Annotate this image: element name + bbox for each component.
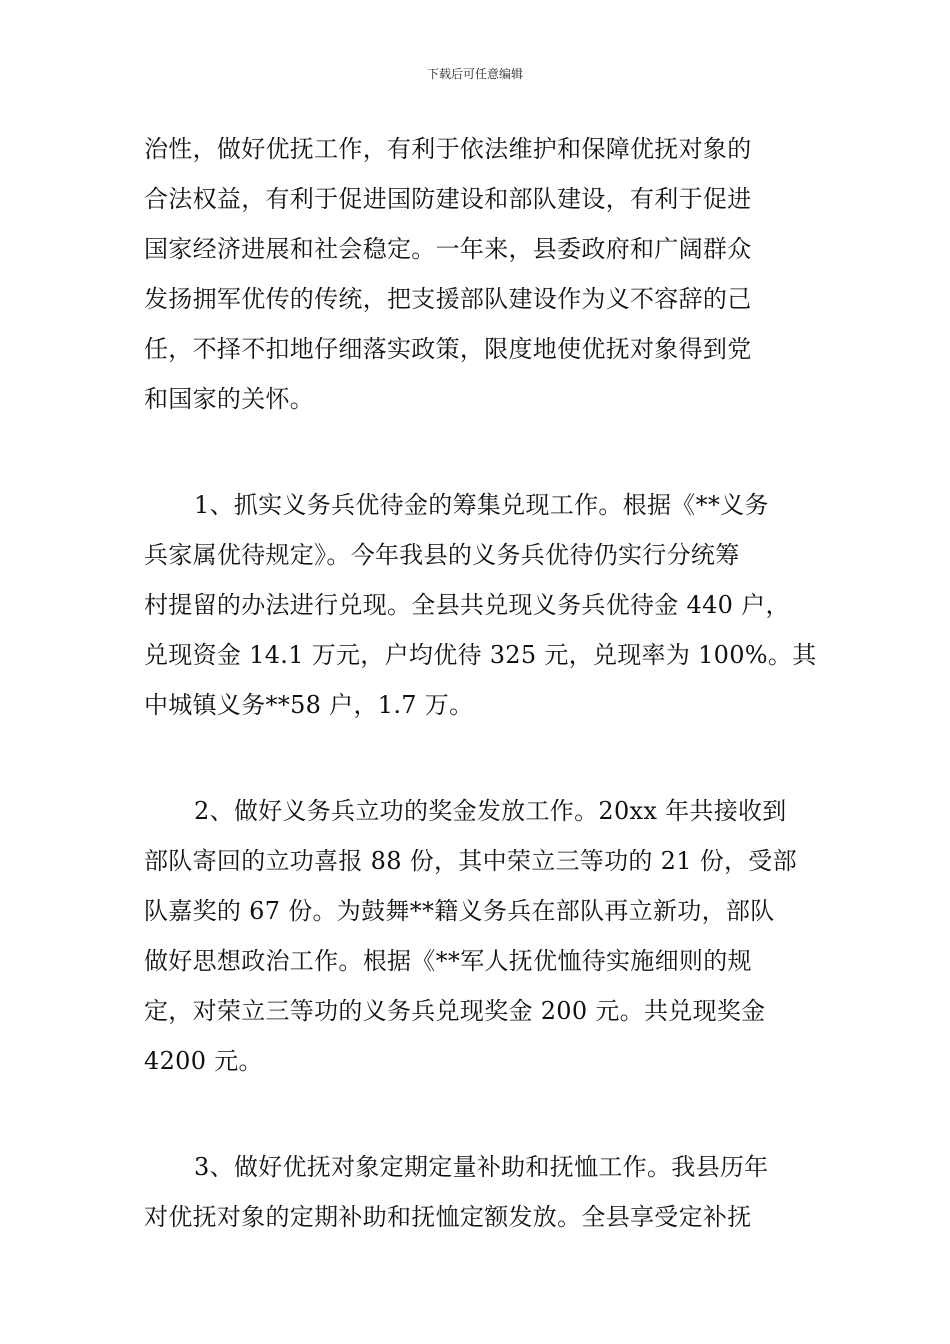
text-line: 队嘉奖的 67 份。为鼓舞**籍义务兵在部队再立新功，部队 xyxy=(144,897,775,925)
text-line: 治性，做好优抚工作，有利于依法维护和保障优抚对象的 xyxy=(144,135,752,163)
text-line: 兑现资金 14.1 万元，户均优待 325 元，兑现率为 100%。其 xyxy=(144,641,817,669)
paragraph-intro-continued xyxy=(144,124,808,424)
text-line: 4200 元。 xyxy=(144,1047,263,1075)
text-line: 部队寄回的立功喜报 88 份，其中荣立三等功的 21 份，受部 xyxy=(144,847,797,875)
text-line: 合法权益，有利于促进国防建设和部队建设，有利于促进 xyxy=(144,185,752,213)
document-body xyxy=(144,124,817,1242)
text-line: 村提留的办法进行兑现。全县共兑现义务兵优待金 440 户， xyxy=(144,591,790,619)
paragraph-item-1 xyxy=(144,480,817,730)
text-line-first: 3、做好优抚对象定期定量补助和抚恤工作。我县历年 xyxy=(194,1153,769,1181)
text-line: 任，不择不扣地仔细落实政策，限度地使优抚对象得到党 xyxy=(144,335,752,363)
text-line: 中城镇义务**58 户，1.7 万。 xyxy=(144,691,474,719)
text-line: 发扬拥军优传的传统，把支援部队建设作为义不容辞的己 xyxy=(144,285,752,313)
paragraph-item-3 xyxy=(144,1142,808,1242)
text-line: 国家经济进展和社会稳定。一年来，县委政府和广阔群众 xyxy=(144,235,752,263)
text-line: 和国家的关怀。 xyxy=(144,385,315,413)
text-line: 兵家属优待规定》。今年我县的义务兵优待仍实行分统筹 xyxy=(144,541,740,569)
text-line: 对优抚对象的定期补助和抚恤定额发放。全县享受定补抚 xyxy=(144,1203,752,1231)
page-header: 下载后可任意编辑 xyxy=(426,67,523,81)
text-line-first: 2、做好义务兵立功的奖金发放工作。20xx 年共接收到 xyxy=(194,797,787,825)
text-line: 定，对荣立三等功的义务兵兑现奖金 200 元。共兑现奖金 xyxy=(144,997,766,1025)
text-line: 做好思想政治工作。根据《**军人抚优恤待实施细则的规 xyxy=(144,947,752,975)
text-line-first: 1、抓实义务兵优待金的筹集兑现工作。根据《**义务 xyxy=(194,491,769,519)
paragraph-item-2 xyxy=(144,786,808,1086)
